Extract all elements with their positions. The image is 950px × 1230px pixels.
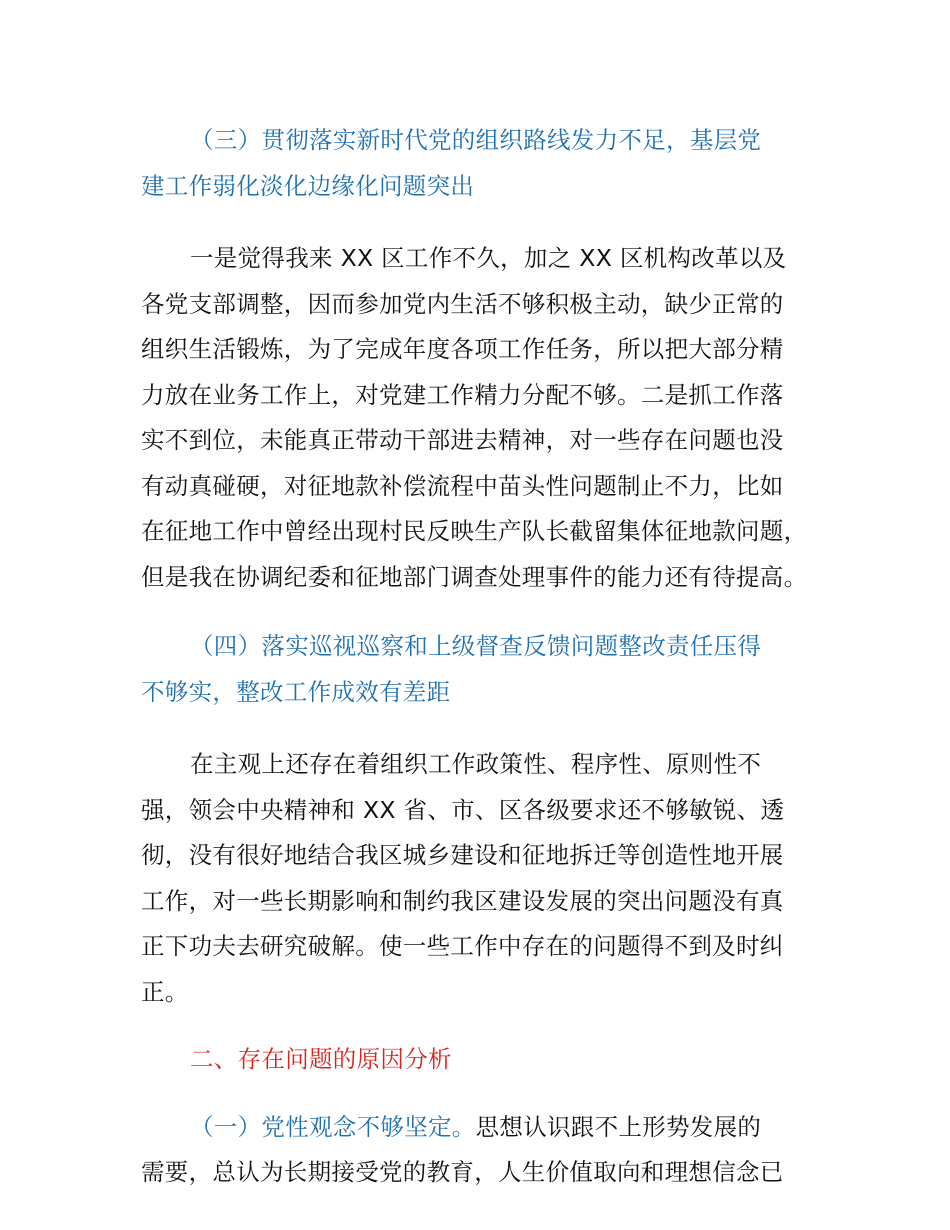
paragraph-line: 正。 bbox=[141, 977, 189, 1006]
paragraph-five-lead: （一）党性观念不够坚定。 bbox=[190, 1112, 476, 1141]
subheading-three-line-1: （三）贯彻落实新时代党的组织路线发力不足，基层党 bbox=[190, 126, 762, 154]
document-body bbox=[141, 118, 831, 1196]
subheading-four-line-1: （四）落实巡视巡察和上级督查反馈问题整改责任压得 bbox=[190, 632, 762, 660]
paragraph-line: 彻，没有很好地结合我区城乡建设和征地拆迁等创造性地开展 bbox=[141, 841, 784, 869]
subheading-four-line-2: 不够实，整改工作成效有差距 bbox=[141, 677, 451, 706]
paragraph-line: 在主观上还存在着组织工作政策性、程序性、原则性不 bbox=[190, 750, 762, 778]
section-two-title: 二、存在问题的原因分析 bbox=[190, 1045, 452, 1073]
paragraph-line: 一是觉得我来 XX 区工作不久，加之 XX 区机构改革以及 bbox=[190, 244, 787, 272]
paragraph-line: 但是我在协调纪委和征地部门调查处理事件的能力还有待提高。 bbox=[141, 562, 808, 591]
section-two-heading bbox=[141, 1037, 831, 1083]
paragraph-line: 有动真碰硬，对征地款补偿流程中苗头性问题制止不力，比如 bbox=[141, 471, 784, 500]
paragraph-line: 各党支部调整，因而参加党内生活不够积极主动，缺少正常的 bbox=[141, 289, 784, 318]
subheading-four bbox=[141, 624, 831, 715]
paragraph-line: 组织生活锻炼，为了完成年度各项工作任务，所以把大部分精 bbox=[141, 335, 784, 363]
paragraph-line: 力放在业务工作上，对党建工作精力分配不够。二是抓工作落 bbox=[141, 380, 784, 409]
paragraph-five-line-1-rest: 思想认识跟不上形势发展的 bbox=[475, 1112, 762, 1141]
paragraph-three bbox=[141, 236, 831, 600]
subheading-three-line-2: 建工作弱化淡化边缘化问题突出 bbox=[141, 171, 475, 200]
paragraph-line: 强，领会中央精神和 XX 省、市、区各级要求还不够敏锐、透 bbox=[141, 795, 785, 824]
paragraph-five bbox=[141, 1105, 831, 1196]
paragraph-five-line-1 bbox=[141, 1105, 831, 1151]
paragraph-four bbox=[141, 742, 831, 1015]
paragraph-line: 实不到位，未能真正带动干部进去精神，对一些存在问题也没 bbox=[141, 426, 784, 454]
paragraph-line: 在征地工作中曾经出现村民反映生产队长截留集体征地款问题， bbox=[141, 517, 808, 545]
subheading-three bbox=[141, 118, 831, 209]
paragraph-five-line-2: 需要，总认为长期接受党的教育，人生价值取向和理想信念已 bbox=[141, 1158, 784, 1186]
paragraph-line: 正下功夫去研究破解。使一些工作中存在的问题得不到及时纠 bbox=[141, 932, 784, 960]
paragraph-line: 工作，对一些长期影响和制约我区建设发展的突出问题没有真 bbox=[141, 886, 784, 915]
